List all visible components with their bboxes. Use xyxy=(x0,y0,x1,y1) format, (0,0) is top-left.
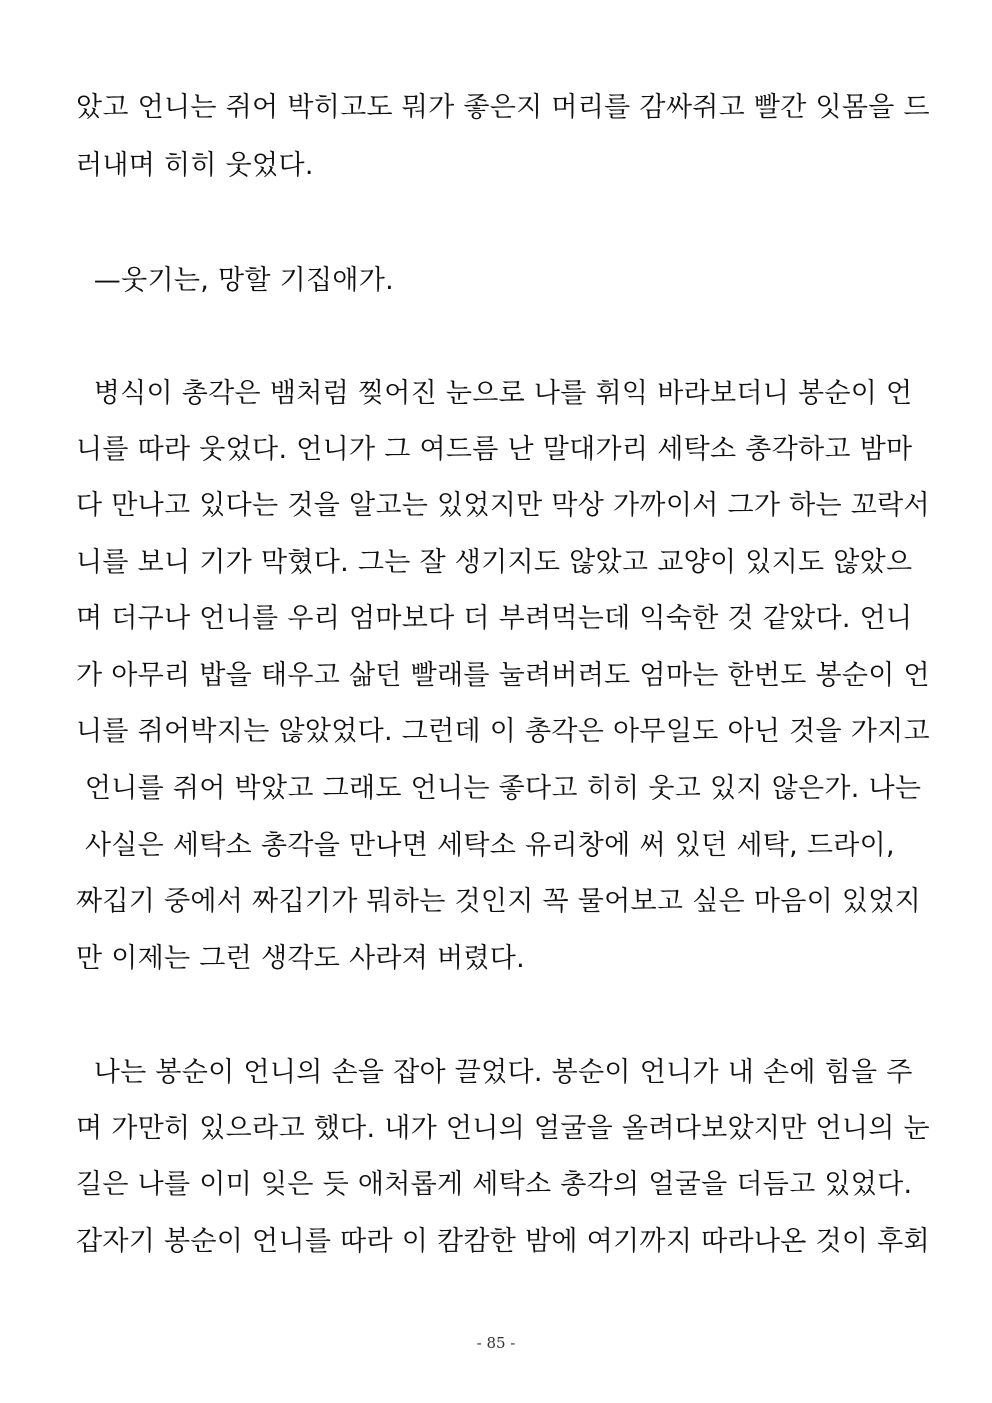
text-line: 길은 나를 이미 잊은 듯 애처롭게 세탁소 총각의 얼굴을 더듬고 있었다. xyxy=(76,1169,913,1200)
text-line: —웃기는, 망할 기집애가. xyxy=(76,265,395,296)
page-number: - 85 - xyxy=(476,1334,516,1352)
text-line: 언니를 쥐어 박았고 그래도 언니는 좋다고 히히 웃고 있지 않은가. 나는 xyxy=(76,773,922,804)
text-line: 가 아무리 밥을 태우고 삶던 빨래를 눌려버려도 엄마는 한번도 봉순이 언 xyxy=(76,660,930,691)
text-line: 만 이제는 그런 생각도 사라져 버렸다. xyxy=(76,943,526,974)
text-line: 병식이 총각은 뱀처럼 찢어진 눈으로 나를 휘익 바라보더니 봉순이 언 xyxy=(76,378,913,409)
text-line: 사실은 세탁소 총각을 만나면 세탁소 유리창에 써 있던 세탁, 드라이, xyxy=(76,830,895,861)
text-line: 며 더구나 언니를 우리 엄마보다 더 부려먹는데 익숙한 것 같았다. 언니 xyxy=(76,603,913,634)
text-line: 나는 봉순이 언니의 손을 잡아 끌었다. 봉순이 언니가 내 손에 힘을 주 xyxy=(76,1057,913,1088)
text-line: 니를 따라 웃었다. 언니가 그 여드름 난 말대가리 세탁소 총각하고 밤마 xyxy=(76,434,913,465)
text-line: 았고 언니는 쥐어 박히고도 뭐가 좋은지 머리를 감싸쥐고 빨간 잇몸을 드 xyxy=(76,92,930,123)
text-line: 며 가만히 있으라고 했다. 내가 언니의 얼굴을 올려다보았지만 언니의 눈 xyxy=(76,1113,930,1144)
text-line: 니를 보니 기가 막혔다. 그는 잘 생기지도 않았고 교양이 있지도 않았으 xyxy=(76,547,913,578)
text-line: 짜깁기 중에서 짜깁기가 뭐하는 것인지 꼭 물어보고 싶은 마음이 있었지 xyxy=(76,886,922,917)
text-line: 갑자기 봉순이 언니를 따라 이 캄캄한 밤에 여기까지 따라나온 것이 후회 xyxy=(76,1226,930,1257)
text-line: 다 만나고 있다는 것을 알고는 있었지만 막상 가까이서 그가 하는 꼬락서 xyxy=(76,490,930,521)
text-line: 니를 쥐어박지는 않았었다. 그런데 이 총각은 아무일도 아닌 것을 가지고 xyxy=(76,716,930,747)
text-line: 러내며 히히 웃었다. xyxy=(76,150,314,181)
